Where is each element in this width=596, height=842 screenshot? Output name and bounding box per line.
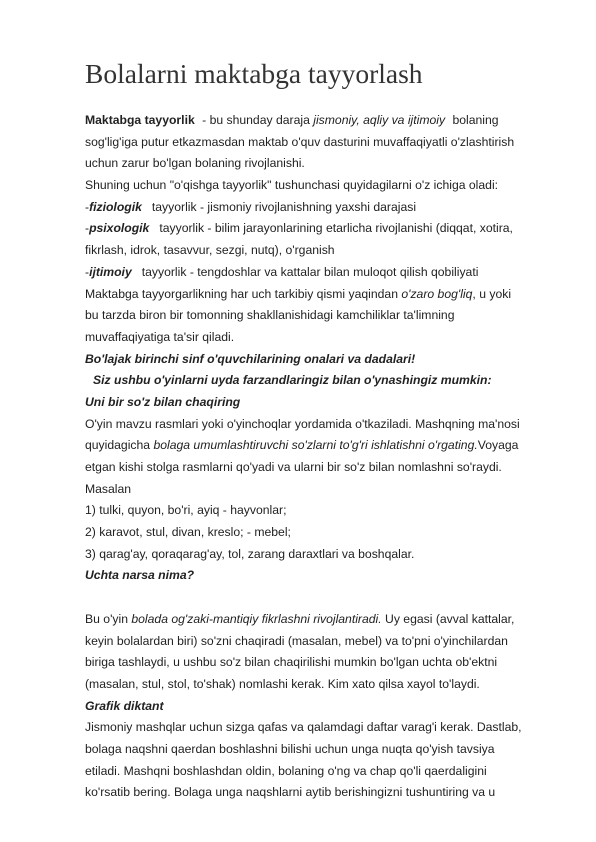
paragraph-line [85, 435, 563, 457]
paragraph-line: bu tarzda biron bir tomonning shakllanishidagi kamchiliklar ta'limning [85, 308, 455, 323]
heading-graphic-dictation: Grafik diktant [85, 698, 164, 713]
heading-parents: Bo'lajak birinchi sinf o'quvchilarining onalari va dadalari! [85, 351, 416, 366]
paragraph-line: muvaffaqiyatiga ta'sir qiladi. [85, 329, 235, 344]
paragraph-line: (masalan, stul, stol, to'shak) nomlashi kerak. Kim xato qilsa xayol to'laydi. [85, 676, 480, 691]
paragraph-line: O'yin mavzu rasmlari yoki o'yinchoqlar yordamida o'tkaziladi. Mashqning ma'nosi [85, 416, 520, 431]
paragraph-line: Jismoniy mashqlar uchun sizga qafas va qalamdagi daftar varag'i kerak. Dastlab, [85, 720, 522, 735]
list-item [85, 262, 563, 284]
paragraph-line: biriga tashlaydi, u ushbu so'z bilan chaqirilishi mumkin bo'lgan uchta ob'ektni [85, 655, 498, 670]
text-run: bolaning [449, 113, 499, 127]
list-item [85, 197, 563, 219]
paragraph-line: etiladi. Mashqni boshlashdan oldin, bolaning o'ng va chap qo'li qaerdaligini [85, 763, 487, 778]
term-ijtimoiy: ijtimoiy [89, 264, 132, 279]
list-item: 2) karavot, stul, divan, kreslo; - mebel; [85, 525, 291, 540]
page-title: Bolalarni maktabga tayyorlash [85, 58, 423, 89]
paragraph-line: uchun zarur bo'lgan bolaning rivojlanishi. [85, 156, 305, 171]
emphasis-run: bolada og'zaki-mantiqiy fikrlashni rivojlantiradi. [131, 611, 382, 626]
paragraph-line: etgan kishi stolga rasmlarni qo'yadi va ularni bir so'z bilan nomlashni so'raydi. [85, 460, 502, 474]
paragraph-line: fikrlash, idrok, tasavvur, sezgi, nutq), o'rganish [85, 243, 335, 258]
paragraph-line: sog'lig'iga putur etkazmasdan maktab o'quv dasturini muvaffaqiyatli o'zlashtirish [85, 134, 515, 149]
list-item [85, 218, 563, 240]
emphasis-run: o'zaro bog'liq [401, 286, 473, 301]
text-run: Bu o'yin [85, 611, 132, 626]
emphasis-run: jismoniy, aqliy va ijtimoiy [313, 113, 446, 127]
heading-game-three-things: Uchta narsa nima? [85, 568, 195, 583]
paragraph-line: ko'rsatib bering. Bolaga unga naqshlarni aytib berishingizni tushuntiring va u [85, 785, 496, 800]
text-run: tayyorlik - tengdoshlar va kattalar bilan muloqot qilish qobiliyati [141, 264, 479, 279]
paragraph-line: keyin bolalardan biri) so'zni chaqiradi (masalan, mebel) va to'pni o'yinchilardan [85, 633, 508, 648]
term-maktabga-tayyorlik: Maktabga tayyorlik [85, 113, 195, 127]
term-psixologik: psixologik [89, 221, 150, 236]
paragraph-line [85, 110, 563, 132]
heading-games-intro: Siz ushbu o'yinlarni uyda farzandlaringiz bilan o'ynashingiz mumkin: [93, 373, 492, 388]
text-run: Voyaga [477, 438, 519, 453]
text-run: Uy egasi (avval kattalar, [381, 611, 515, 626]
text-run: , u yoki [472, 286, 512, 301]
dash: - [85, 199, 90, 214]
text-run: - bu shunday daraja [198, 113, 314, 127]
list-item: 3) qarag'ay, qoraqarag'ay, tol, zarang daraxtlari va boshqalar. [85, 546, 415, 561]
paragraph-line [85, 609, 563, 631]
dash: - [85, 221, 90, 236]
term-fiziologik: fiziologik [89, 199, 142, 214]
list-item: 1) tulki, quyon, bo'ri, ayiq - hayvonlar; [85, 503, 287, 518]
paragraph-line: Masalan [85, 481, 132, 496]
blank-line [85, 587, 563, 609]
heading-game-one-word: Uni bir so'z bilan chaqiring [85, 394, 241, 409]
dash: - [85, 264, 90, 279]
document-body [85, 110, 563, 804]
text-run: quyidagicha [85, 438, 154, 453]
paragraph-line [85, 284, 563, 306]
text-run: tayyorlik - bilim jarayonlarining etarlicha rivojlanishi (diqqat, xotira, [159, 221, 513, 236]
text-run: Maktabga tayyorgarlikning har uch tarkibiy qismi yaqindan [85, 286, 402, 301]
text-run: tayyorlik - jismoniy rivojlanishning yaxshi darajasi [151, 199, 417, 214]
paragraph-line: bolaga naqshni qaerdan boshlashni bilishi uchun unga nuqta qo'yish tavsiya [85, 741, 495, 756]
paragraph-line: Shuning uchun "o'qishga tayyorlik" tushunchasi quyidagilarni o'z ichiga oladi: [85, 178, 499, 193]
emphasis-run: bolaga umumlashtiruvchi so'zlarni to'g'ri ishlatishni o'rgating. [153, 438, 478, 453]
